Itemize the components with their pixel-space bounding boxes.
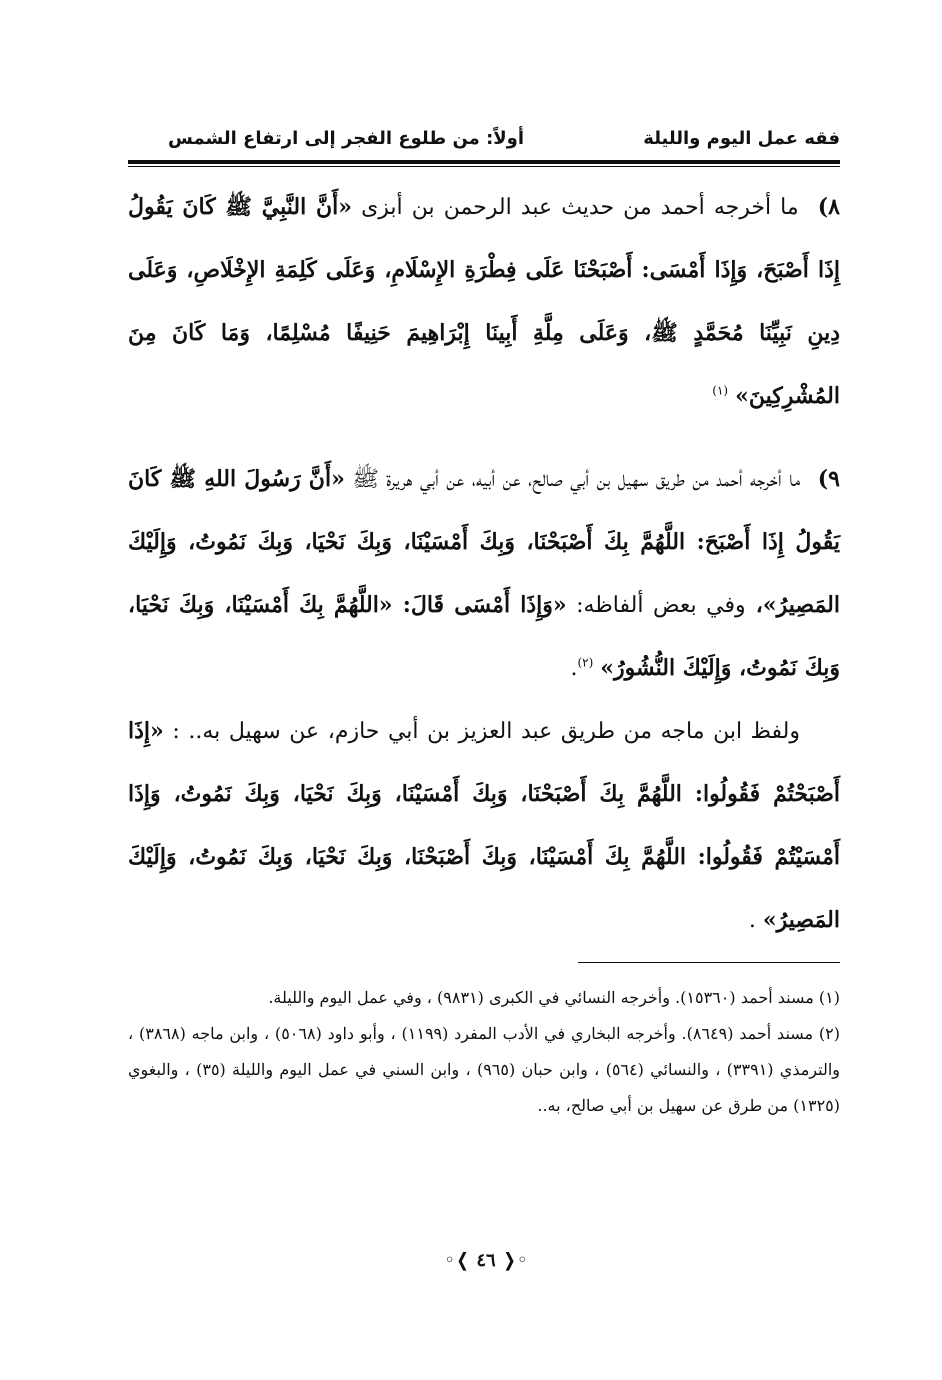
book-title: فقه عمل اليوم والليلة (643, 128, 840, 149)
footnote-1: (١) مسند أحمد (١٥٣٦٠). وأخرجه النسائي في الكبرى (٩٨٣١) ، وفي عمل اليوم والليلة. (268, 988, 840, 1007)
footnote-ref: (١) (712, 383, 729, 398)
item-number: ٩) (817, 466, 840, 492)
paragraph-intro: ولفظ ابن ماجه من طريق عبد العزيز بن أبي حازم، عن سهيل به.. : (163, 719, 800, 744)
paragraph-end: . (748, 908, 756, 933)
running-header (128, 124, 840, 160)
main-text (128, 176, 840, 952)
header-rule-thick (128, 160, 840, 164)
footnotes (128, 980, 840, 1124)
hadith-item-9: ٩) ما أخرجه أحمد من طريق سهيل بن أبي صالح، عن أبيه، عن أبي هريرة ﷺ «أَنَّ رَسُولَ اللهِ ﷺ كَانَ يَقُولُ إِذَا أَصْبَحَ: اللَّهُمَّ بِكَ أَصْبَحْنَا، وَبِكَ أَمْسَيْنَا، وَبِكَ نَحْيَا، وَبِكَ نَمُوتُ، وَإِلَيْكَ المَصِيرُ»، وفي بعض ألفاظه: «وَإِذَا أَمْسَى قَالَ: «اللَّهُمَّ بِكَ أَمْسَيْنَا، وَبِكَ نَحْيَا، وَبِكَ نَمُوتُ، وَإِلَيْكَ النُّشُورُ» $^{(٢)}$. (128, 466, 841, 681)
ibn-majah-paragraph (128, 700, 840, 952)
footnote-2: (٢) مسند أحمد (٨٦٤٩). وأخرجه البخاري في الأدب المفرد (١١٩٩) ، وأبو داود (٥٠٦٨) ، وابن ماجه (٣٨٦٨) ، والترمذي (٣٣٩١) ، والنسائي (٥٦٤) ، وابن حبان (٩٦٥) ، وابن السني في عمل اليوم والليلة (٣٥) ، والبغوي (١٣٢٥) من طرق عن سهيل بن أبي صالح، به.. (128, 1024, 841, 1115)
footnote-separator (578, 962, 840, 963)
item-intro: ما أخرجه أحمد من حديث عبد الرحمن بن أبزى (361, 195, 799, 220)
hadith-quote: «أَنَّ النَّبِيَّ ﷺ كَانَ يَقُولُ إِذَا أَصْبَحَ، وَإِذَا أَمْسَى: أَصْبَحْنَا عَلَى فِطْرَةِ الإِسْلَامِ، وَعَلَى كَلِمَةِ الإِخْلَاصِ، وَعَلَى دِينِ نَبِيِّنَا مُحَمَّدٍ ﷺ، وَعَلَى مِلَّةِ أَبِينَا إِبْرَاهِيمَ حَنِيفًا مُسْلِمًا، وَمَا كَانَ مِنَ المُشْرِكِينَ» (128, 194, 840, 409)
item-intro: ما أخرجه أحمد من طريق سهيل بن أبي صالح، عن أبيه، عن أبي هريرة ﷺ (352, 467, 801, 492)
page-number: ◦❬ ٤٦ ❭◦ (444, 1250, 528, 1271)
header-rule-thin (128, 166, 840, 167)
paragraph-quote: «إِذَا أَصْبَحْتُمْ فَقُولُوا: اللَّهُمَّ بِكَ أَصْبَحْنَا، وَبِكَ أَمْسَيْنَا، وَبِكَ نَحْيَا، وَبِكَ نَمُوتُ، وَإِذَا أَمْسَيْتُمْ فَقُولُوا: اللَّهُمَّ بِكَ أَمْسَيْنَا، وَبِكَ أَصْبَحْنَا، وَبِكَ نَحْيَا، وَبِكَ نَمُوتُ، وَإِلَيْكَ المَصِيرُ» (128, 718, 840, 933)
item-mid-text: وفي بعض ألفاظه: (566, 593, 746, 618)
footnote-ref: (٢) (577, 655, 594, 670)
hadith-item-8 (128, 176, 840, 428)
hadith-quote: «أَنَّ رَسُولَ اللهِ ﷺ كَانَ يَقُولُ إِذَا أَصْبَحَ: اللَّهُمَّ بِكَ أَصْبَحْنَا، وَبِكَ أَمْسَيْنَا، وَبِكَ نَحْيَا، وَبِكَ نَمُوتُ، وَإِلَيْكَ المَصِيرُ»، (128, 466, 841, 618)
section-title: أولاً: من طلوع الفجر إلى ارتفاع الشمس (168, 128, 525, 149)
hadith-quote-variant: «وَإِذَا أَمْسَى قَالَ: «اللَّهُمَّ بِكَ أَمْسَيْنَا، وَبِكَ نَحْيَا، وَبِكَ نَمُوتُ، وَإِلَيْكَ النُّشُورُ» (128, 592, 840, 681)
item-number: ٨) (817, 194, 840, 220)
